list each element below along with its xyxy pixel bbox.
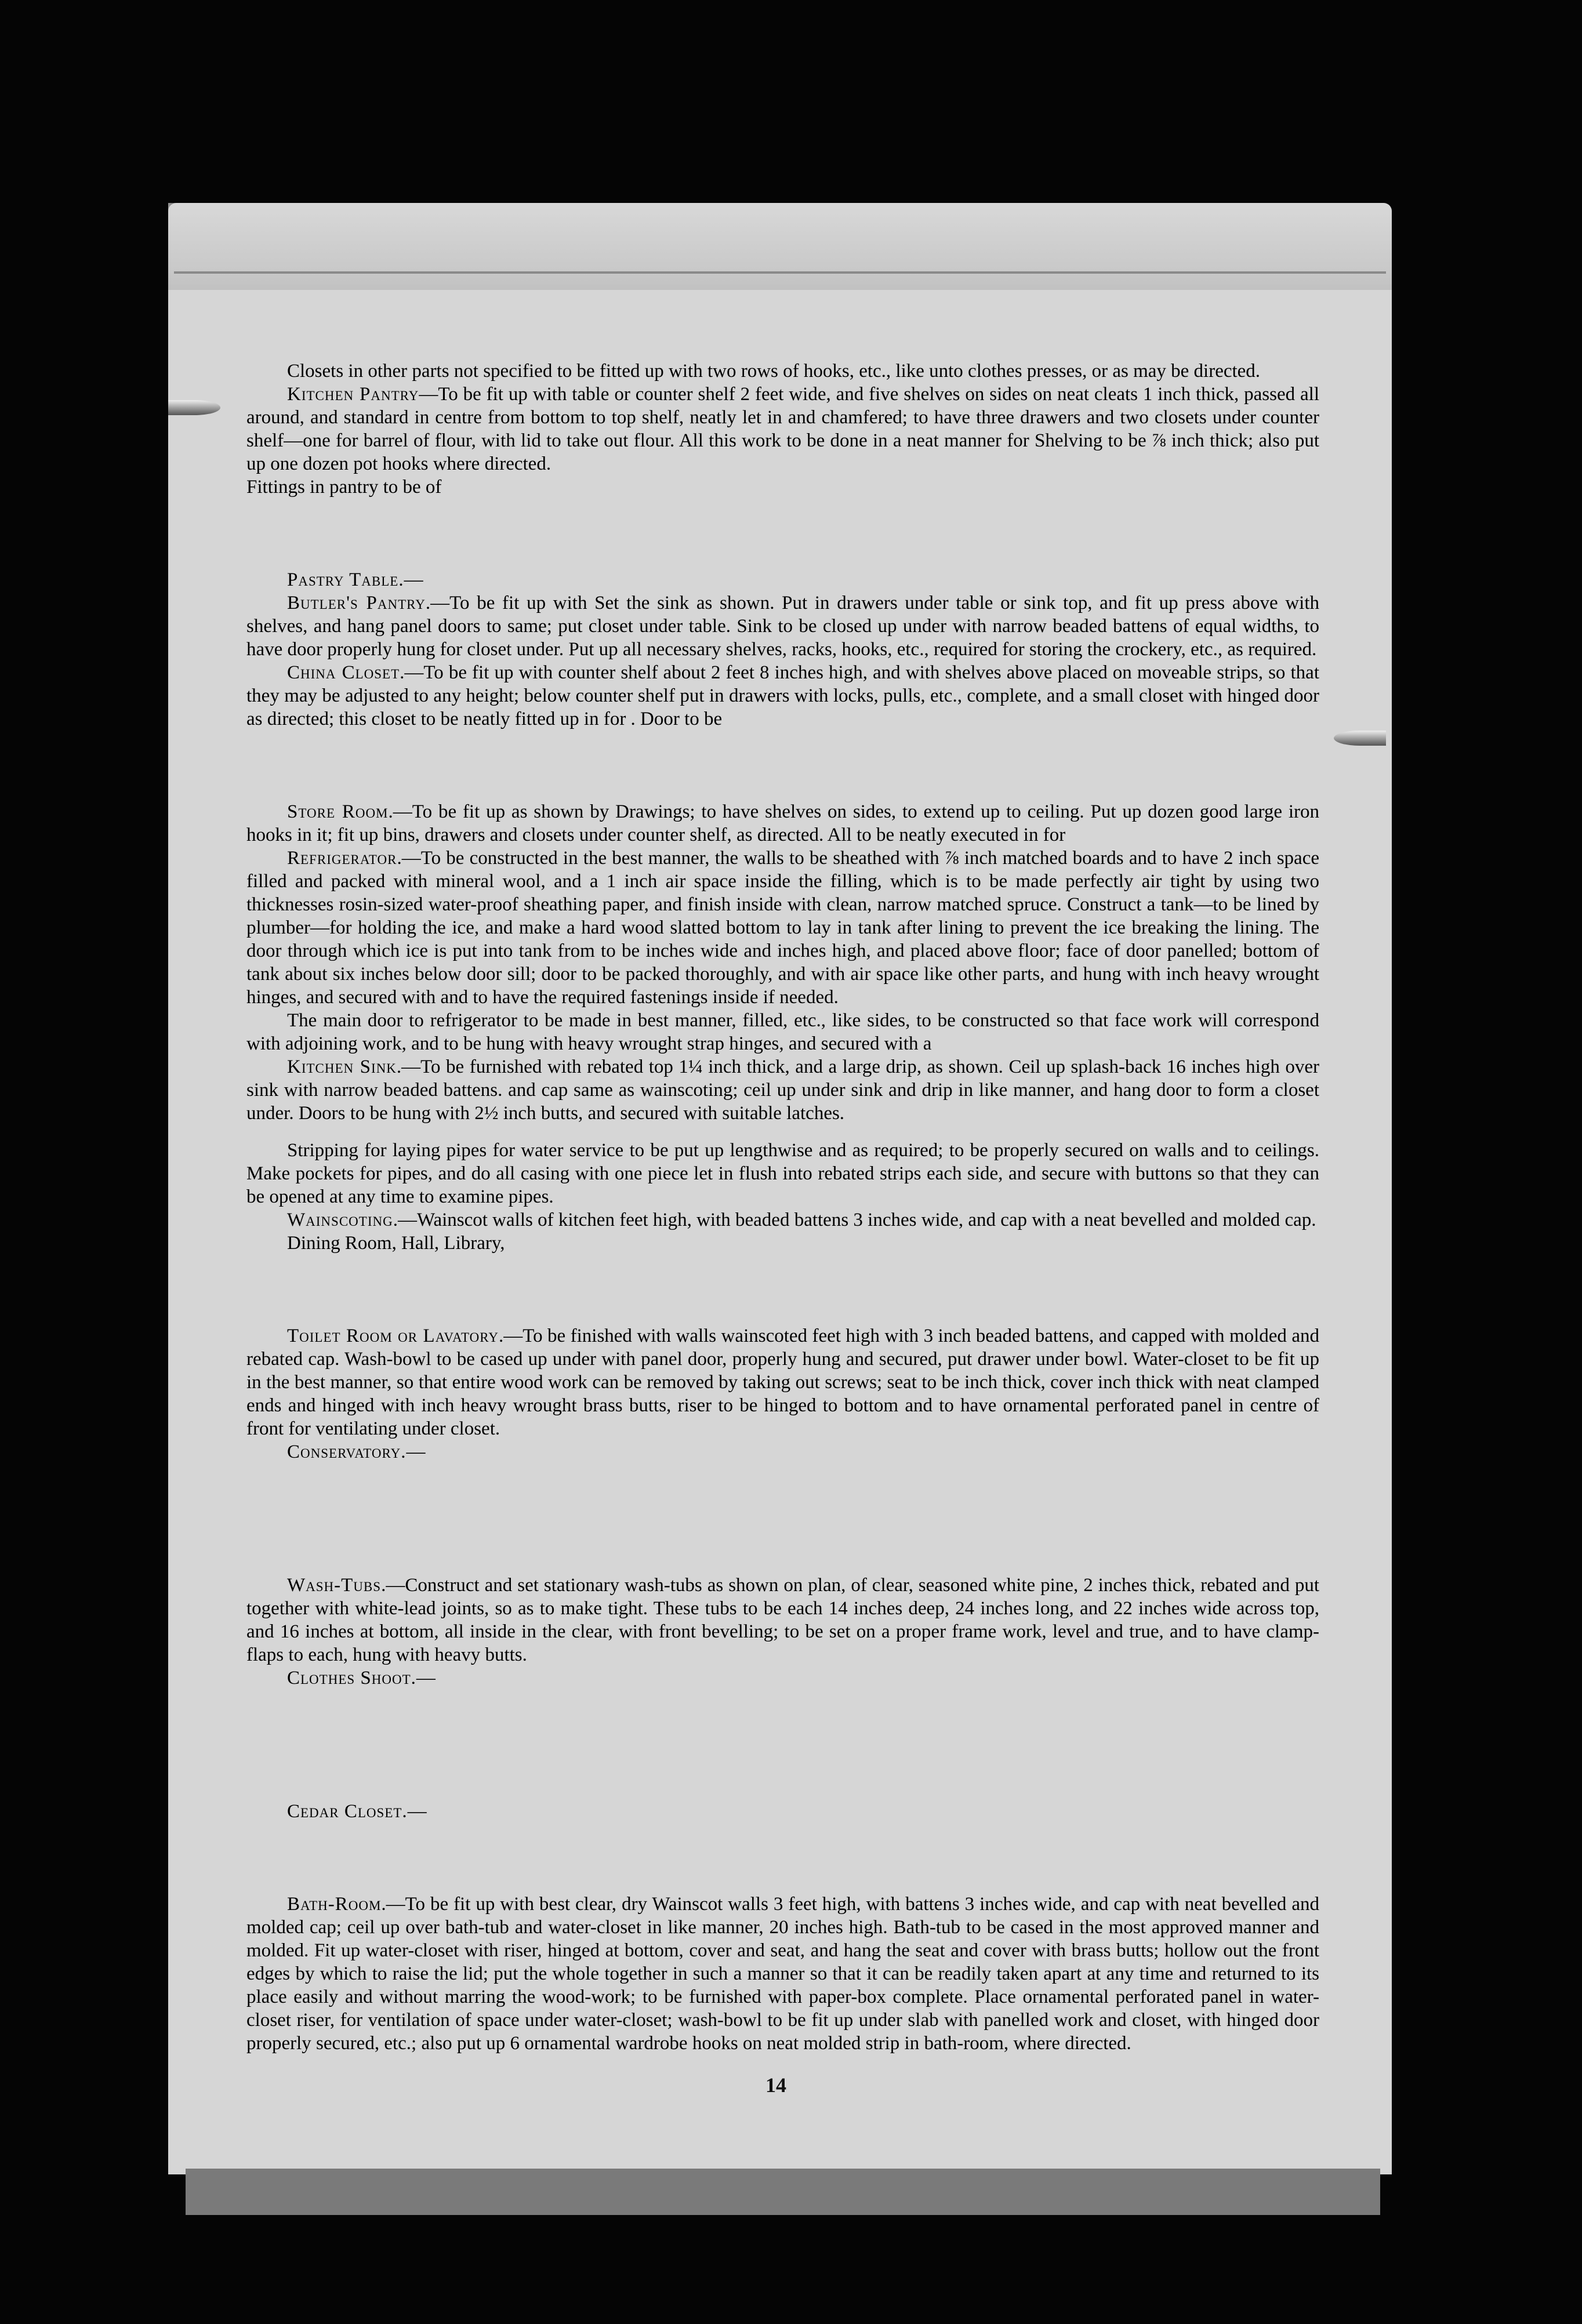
toilet-room-heading: Toilet Room or Lavatory <box>287 1326 499 1346</box>
closets-paragraph: Closets in other parts not specified to be fitted up with two rows of hooks, etc., like unto clothes presses, or as may be directed. <box>287 361 1261 382</box>
toilet-room-paragraph: Toilet Room or Lavatory.—To be finished with walls wainscoted feet high with 3 inch beaded battens, and capped with molded and rebated cap. Wash-bowl to be cased up under with panel door, properly hung and secured, put drawer under bowl. Water-closet to be fit up in the best manner, so that entire wood work can be removed by taking out screws; seat to be inch thick, cover inch thick with neat clamped ends and hinged with inch heavy wrought brass butts, riser to be hinged to bottom and to have ornamental perforated panel in centre of front for ventilating under closet. <box>246 1326 1320 1439</box>
store-room-paragraph: Store Room.—To be fit up as shown by Drawings; to have shelves on sides, to extend up to ceiling. Put up dozen good large iron hooks in it; fit up bins, drawers and closets under counter shelf, as directed. All to be neatly executed in for <box>246 801 1319 845</box>
left-pointer-marker <box>168 400 220 415</box>
butlers-pantry-paragraph: Butler's Pantry.—To be fit up with Set the sink as shown. Put in drawers under table or sink top, and fit up press above with shelves, and hang panel doors to same; put closet under table. Sink to be closed up under with narrow beaded battens of equal widths, to have door properly hung for closet under. Put up all necessary shelves, racks, hooks, etc., required for storing the crockery, etc., as required. <box>246 593 1320 660</box>
main-door-paragraph: The main door to refrigerator to be made in best manner, filled, etc., like sides, to be constructed so that face work will correspond with adjoining work, and to be hung with heavy wrought strap hinges, and secured with a <box>246 1010 1319 1054</box>
stripping-paragraph: Stripping for laying pipes for water service to be put up lengthwise and as required; to be properly secured on walls and to ceilings. Make pockets for pipes, and do all casing with one piece let in flush into rebated strips each side, and secure with buttons so that they can be opened at any time to examine pipes. <box>246 1140 1319 1207</box>
pastry-table-heading: Pastry Table.— <box>287 569 424 590</box>
document-body <box>246 360 1319 2055</box>
store-room-heading: Store Room <box>287 801 389 822</box>
wainscoting-heading: Wainscoting <box>287 1210 393 1230</box>
bath-room-heading: Bath-Room <box>287 1894 382 1915</box>
binder-fold-line <box>174 271 1386 274</box>
refrigerator-paragraph: Refrigerator.—To be constructed in the best manner, the walls to be sheathed with ⅞ inch matched boards and to have 2 inch space filled and packed with mineral wool, and a 1 inch air space inside the filling, which is to be made perfectly air tight by using two thicknesses rosin-sized water-proof sheathing paper, and finish inside with clean, narrow matched spruce. Construct a tank—to be lined by plumber—for holding the ice, and make a hard wood slatted bottom to lay in tank after lining to prevent the ice breaking the lining. The door through which ice is put into tank from to be inches wide and inches high, and placed above floor; face of door panelled; bottom of tank about six inches below door sill; door to be packed thoroughly, and with air space like other parts, and hung with inch heavy wrought hinges, and secured with and to have the required fastenings inside if needed. <box>246 848 1319 1008</box>
right-pointer-marker <box>1334 731 1386 746</box>
china-closet-heading: China Closet <box>287 662 400 683</box>
butlers-pantry-heading: Butler's Pantry <box>287 593 426 613</box>
kitchen-pantry-paragraph: Kitchen Pantry—To be fit up with table or counter shelf 2 feet wide, and five shelves on sides on neat cleats 1 inch thick, passed all around, and standard in centre from bottom to top shelf, neatly let in and chamfered; to have three drawers and two closets under counter shelf—one for barrel of flour, with lid to take out flour. All this work to be done in a neat manner for Shelving to be ⅞ inch thick; also put up one dozen pot hooks where directed. <box>246 384 1319 474</box>
kitchen-sink-paragraph: Kitchen Sink.—To be furnished with rebated top 1¼ inch thick, and a large drip, as shown. Ceil up splash-back 16 inches high over sink with narrow beaded battens. and cap same as wainscoting; ceil up under sink and drip in like manner, and hang door to form a closet under. Doors to be hung with 2½ inch butts, and secured with suitable latches. <box>246 1056 1319 1124</box>
bath-room-paragraph: Bath-Room.—To be fit up with best clear, dry Wainscot walls 3 feet high, with battens 3 inches wide, and cap with neat bevelled and molded cap; ceil up over bath-tub and water-closet in like manner, 20 inches high. Bath-tub to be cased in the most approved manner and molded. Fit up water-closet with riser, hinged at bottom, cover and seat, and hang the seat and cover with brass butts; hollow out the front edges by which to raise the lid; put the whole together in such a manner so that it can be readily taken apart at any time and returned to its place easily and without marring the wood-work; to be furnished with paper-box complete. Place ornamental perforated panel in water-closet riser, for ventilation of space under water-closet; wash-bowl to be fit up under slab with panelled work and closet, with hinged door properly secured, etc.; also put up 6 ornamental wardrobe hooks on neat molded strip in bath-room, where directed. <box>246 1894 1319 2054</box>
cedar-closet-heading: Cedar Closet.— <box>287 1801 427 1822</box>
wash-tubs-paragraph: Wash-Tubs.—Construct and set stationary wash-tubs as shown on plan, of clear, seasoned white pine, 2 inches thick, rebated and put together with white-lead joints, so as to make tight. These tubs to be each 14 inches deep, 24 inches long, and 22 inches wide across top, and 16 inches at bottom, all inside in the clear, with front bevelling; to be set on a proper frame work, level and true, and to have clamp-flaps to each, hung with heavy butts. <box>246 1575 1319 1665</box>
conservatory-heading: Conservatory.— <box>287 1441 426 1462</box>
clothes-shoot-heading: Clothes Shoot.— <box>287 1668 436 1688</box>
kitchen-sink-heading: Kitchen Sink <box>287 1056 397 1077</box>
wash-tubs-heading: Wash-Tubs <box>287 1575 382 1596</box>
refrigerator-heading: Refrigerator <box>287 848 397 869</box>
china-closet-paragraph: China Closet.—To be fit up with counter shelf about 2 feet 8 inches high, and with shelves above placed on moveable strips, so that they may be adjusted to any height; below counter shelf put in drawers with locks, pulls, etc., complete, and a small closet with hinged door as directed; this closet to be neatly fitted up in for . Door to be <box>246 662 1319 729</box>
bottom-binding-strip <box>186 2169 1380 2215</box>
fittings-line: Fittings in pantry to be of <box>246 477 442 498</box>
kitchen-pantry-heading: Kitchen Pantry <box>287 384 419 405</box>
wainscoting-paragraph: Wainscoting.—Wainscot walls of kitchen feet high, with beaded battens 3 inches wide, and cap with a neat bevelled and molded cap. <box>287 1210 1316 1230</box>
dining-room-line: Dining Room, Hall, Library, <box>287 1233 505 1254</box>
page-number: 14 <box>765 2074 786 2097</box>
